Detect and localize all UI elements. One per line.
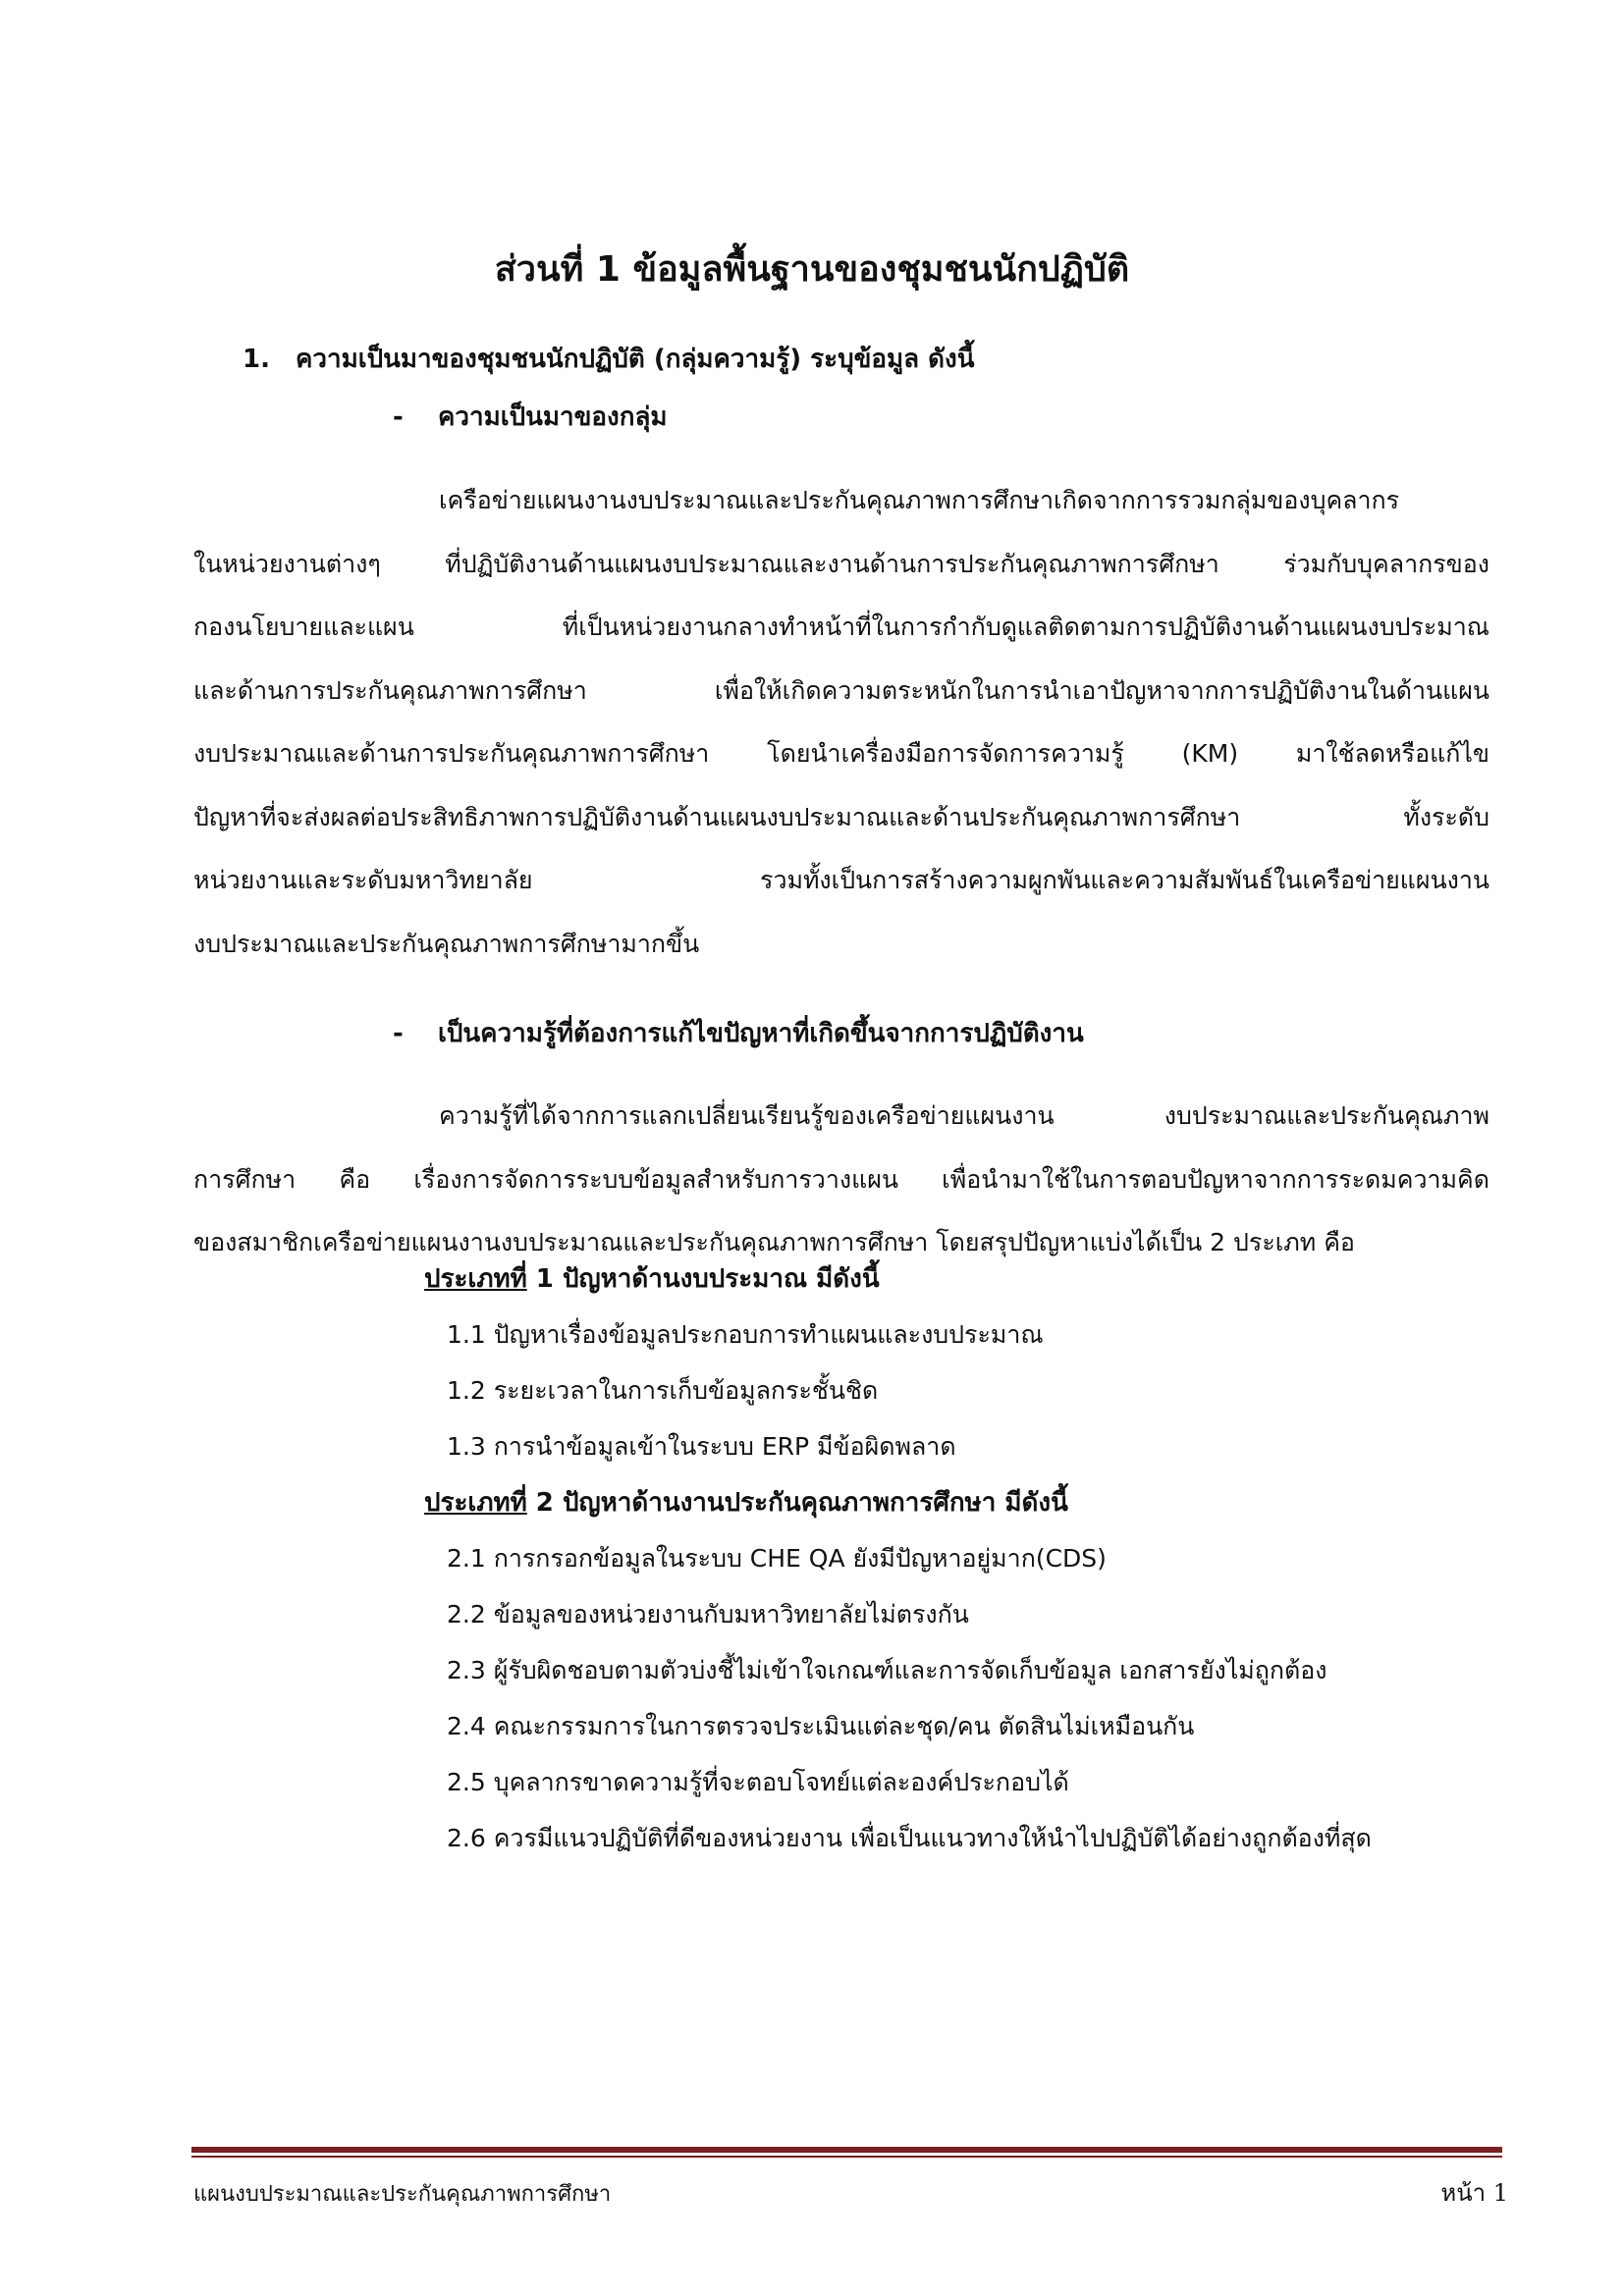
subheading-knowledge [393,1014,1084,1053]
page-title: ส่วนที่ 1 ข้อมูลพื้นฐานของชุมชนนักปฏิบัติ [494,249,1130,290]
list-item: 1.3 การนำข้อมูลเข้าในระบบ ERP มีข้อผิดพลาด [447,1432,956,1461]
footer-rule-thin [191,2156,1502,2158]
paragraph-line: และด้านการประกันคุณภาพการศึกษา เพื่อให้เกิดความตระหนักในการนำเอาปัญหาจากการปฏิบัติงานในด้านแผน [193,675,1489,705]
category-heading-1 [424,1259,880,1299]
category-label: ประเภทที่ [424,1488,527,1518]
paragraph-line: การศึกษา คือ เรื่องการจัดการระบบข้อมูลสำหรับการวางแผน เพื่อนำมาใช้ในการตอบปัญหาจากการระดมความคิด [193,1164,1489,1194]
bullet-dash: - [393,1019,404,1048]
bullet-dash: - [393,402,404,432]
list-item: 2.5 บุคลากรขาดความรู้ที่จะตอบโจทย์แต่ละองค์ประกอบได้ [447,1768,1069,1796]
paragraph-line: ของสมาชิกเครือข่ายแผนงานงบประมาณและประกันคุณภาพการศึกษา โดยสรุปปัญหาแบ่งได้เป็น 2 ประเภท คือ [193,1228,1355,1256]
list-item: 2.1 การกรอกข้อมูลในระบบ CHE QA ยังมีปัญหาอยู่มาก(CDS) [447,1544,1107,1573]
paragraph-line: งบประมาณและประกันคุณภาพการศึกษามากขึ้น [193,929,700,958]
list-item: 1.2 ระยะเวลาในการเก็บข้อมูลกระชั้นชิด [447,1376,879,1405]
subheading-background-text: ความเป็นมาของกลุ่ม [438,402,668,432]
footer-document-title: แผนงบประมาณและประกันคุณภาพการศึกษา [193,2182,612,2207]
section-number: 1. [243,345,270,374]
page-number: หน้า 1 [1440,2179,1508,2207]
paragraph-background [193,469,1489,976]
list-item: 2.3 ผู้รับผิดชอบตามตัวบ่งชี้ไม่เข้าใจเกณฑ์และการจัดเก็บข้อมูล เอกสารยังไม่ถูกต้อง [447,1656,1327,1684]
paragraph-line: หน่วยงานและระดับมหาวิทยาลัย รวมทั้งเป็นการสร้างความผูกพันและความสัมพันธ์ในเครือข่ายแผนงาน [193,866,1489,894]
paragraph-knowledge [193,1085,1489,1275]
category-heading-text: 1 ปัญหาด้านงบประมาณ มีดังนี้ [526,1264,880,1294]
list-item: 2.6 ควรมีแนวปฏิบัติที่ดีของหน่วยงาน เพื่อเป็นแนวทางให้นำไปปฏิบัติได้อย่างถูกต้องที่สุด [447,1824,1372,1852]
list-item: 2.2 ข้อมูลของหน่วยงานกับมหาวิทยาลัยไม่ตรงกัน [447,1600,969,1629]
paragraph-line: ในหน่วยงานต่างๆ ที่ปฏิบัติงานด้านแผนงบประมาณและงานด้านการประกันคุณภาพการศึกษา ร่วมกับบุคลากรของ [193,549,1489,578]
section-heading-1 [243,340,974,379]
paragraph-line: งบประมาณและด้านการประกันคุณภาพการศึกษา โดยนำเครื่องมือการจัดการความรู้ (KM) มาใช้ลดหรือแก้ไข [193,739,1489,768]
list-item: 2.4 คณะกรรมการในการตรวจประเมินแต่ละชุด/คน ตัดสินไม่เหมือนกัน [447,1712,1195,1740]
category-heading-text: 2 ปัญหาด้านงานประกันคุณภาพการศึกษา มีดังนี้ [526,1488,1068,1518]
paragraph-line: ความรู้ที่ได้จากการแลกเปลี่ยนเรียนรู้ของเครือข่ายแผนงาน งบประมาณและประกันคุณภาพ [439,1101,1489,1130]
paragraph-line: กองนโยบายและแผน ที่เป็นหน่วยงานกลางทำหน้าที่ในการกำกับดูแลติดตามการปฏิบัติงานด้านแผนงบประมาณ [193,613,1489,641]
list-item: 1.1 ปัญหาเรื่องข้อมูลประกอบการทำแผนและงบประมาณ [447,1320,1044,1349]
subheading-background [393,398,668,437]
paragraph-line: เครือข่ายแผนงานงบประมาณและประกันคุณภาพการศึกษาเกิดจากการรวมกลุ่มของบุคลากร [439,486,1400,514]
section-heading-text: ความเป็นมาของชุมชนนักปฏิบัติ (กลุ่มความรู้) ระบุข้อมูล ดังนี้ [296,345,975,374]
paragraph-line: ปัญหาที่จะส่งผลต่อประสิทธิภาพการปฏิบัติงานด้านแผนงบประมาณและด้านประกันคุณภาพการศึกษา ทั้งระดับ [193,802,1489,831]
category-heading-2 [424,1483,1068,1522]
category-label: ประเภทที่ [424,1264,527,1294]
footer-rule [191,2147,1502,2153]
subheading-knowledge-text: เป็นความรู้ที่ต้องการแก้ไขปัญหาที่เกิดขึ้นจากการปฏิบัติงาน [438,1019,1084,1048]
